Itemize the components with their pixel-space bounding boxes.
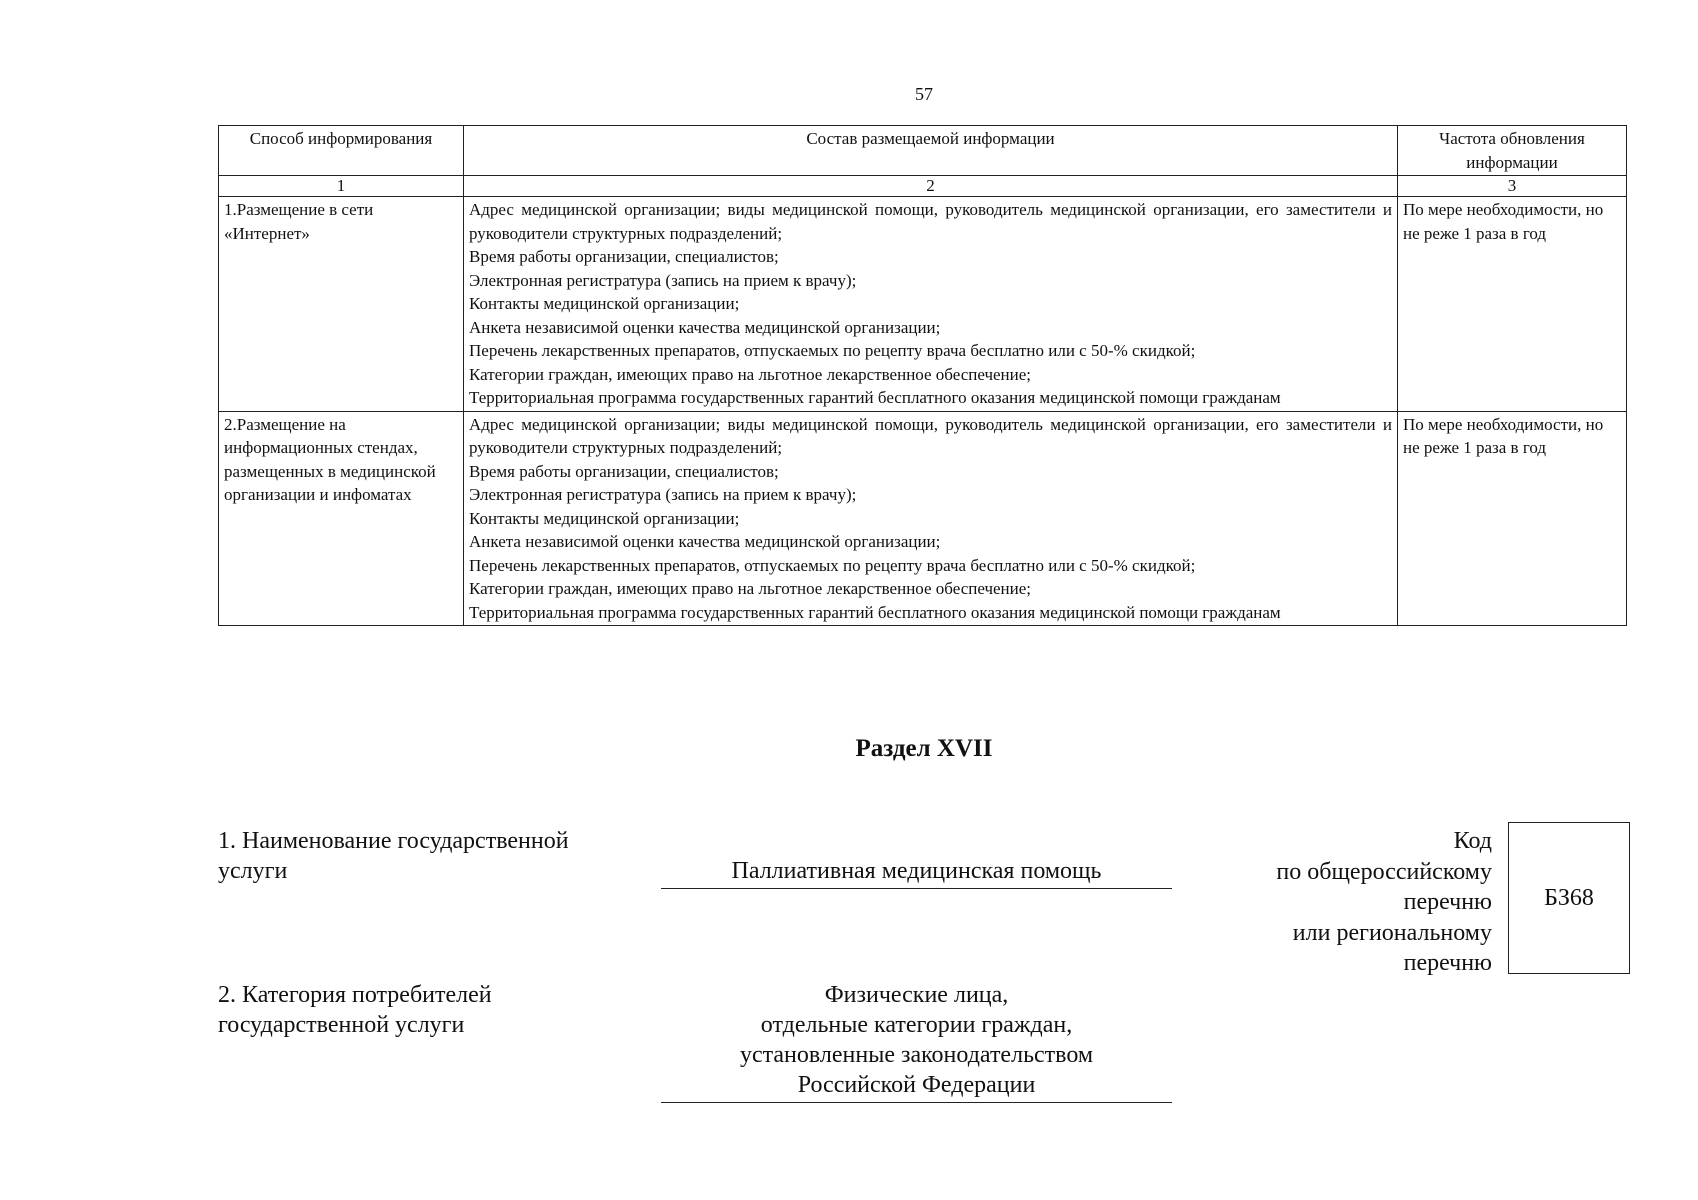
content-cell: [464, 197, 1398, 412]
frequency-cell: По мере необходимости, но не реже 1 раза в год: [1398, 197, 1627, 412]
content-line: Контакты медицинской организации;: [469, 508, 740, 528]
content-line: Время работы организации, специалистов;: [469, 247, 779, 266]
column-number-row: [219, 176, 1627, 197]
column-number: 3: [1398, 176, 1627, 197]
consumer-category-line: Российской Федерации: [797, 1072, 1036, 1098]
content-line: Электронная регистратура (запись на прием к врачу);: [469, 270, 857, 290]
code-label: [1190, 826, 1492, 979]
consumer-category-label: 2. Категория потребителей государственной услуги: [218, 982, 492, 1038]
header-content: Состав размещаемой информации: [464, 126, 1398, 176]
method-cell: 1.Размещение в сети «Интернет»: [219, 197, 464, 412]
page-number: 57: [915, 84, 933, 104]
content-line: Территориальная программа государственных гарантий бесплатного оказания медицинской помощи гражданам: [469, 602, 1281, 622]
section-title: Раздел XVII: [855, 735, 993, 762]
service-name-value: Паллиативная медицинская помощь: [661, 856, 1172, 889]
consumer-category-line: отдельные категории граждан,: [760, 1012, 1073, 1038]
information-table: [218, 125, 1627, 626]
content-line: Анкета независимой оценки качества медицинской организации;: [469, 532, 941, 551]
content-line: Адрес медицинской организации; виды медицинской помощи, руководитель медицинской организации, его заместители и руководители структурных подразделений;: [469, 200, 1392, 243]
content-line: Категории граждан, имеющих право на льготное лекарственное обеспечение;: [469, 579, 1032, 598]
code-value: БЗ68: [1544, 884, 1594, 911]
consumer-category-line: установленные законодательством: [739, 1042, 1094, 1068]
consumer-category-value: [661, 980, 1172, 1103]
header-method: Способ информирования: [219, 126, 464, 176]
column-number: 2: [464, 176, 1398, 197]
column-number: 1: [219, 176, 464, 197]
code-label-line: по общероссийскому: [1276, 858, 1492, 885]
table-header-row: [219, 126, 1627, 176]
service-name-label: 1. Наименование государственной услуги: [218, 828, 569, 884]
table-row: [219, 411, 1627, 626]
content-line: Перечень лекарственных препаратов, отпускаемых по рецепту врача бесплатно или с 50-% скидкой;: [469, 555, 1196, 575]
code-box: [1508, 822, 1630, 974]
frequency-cell: По мере необходимости, но не реже 1 раза в год: [1398, 411, 1627, 626]
content-line: Контакты медицинской организации;: [469, 294, 740, 313]
header-frequency: Частота обновления информации: [1398, 126, 1627, 176]
consumer-category-line: Физические лица,: [824, 982, 1009, 1008]
content-cell: [464, 411, 1398, 626]
code-label-line: или региональному: [1292, 919, 1492, 946]
content-line: Анкета независимой оценки качества медицинской организации;: [469, 317, 941, 337]
content-line: Категории граждан, имеющих право на льготное лекарственное обеспечение;: [469, 364, 1032, 384]
content-line: Перечень лекарственных препаратов, отпускаемых по рецепту врача бесплатно или с 50-% скидкой;: [469, 341, 1196, 360]
content-line: Электронная регистратура (запись на прием к врачу);: [469, 485, 857, 504]
code-label-line: перечню: [1403, 950, 1492, 976]
code-label-line: перечню: [1403, 889, 1492, 915]
content-line: Время работы организации, специалистов;: [469, 461, 779, 481]
code-label-line: Код: [1453, 828, 1492, 854]
table-row: [219, 197, 1627, 412]
content-line: Адрес медицинской организации; виды медицинской помощи, руководитель медицинской организации, его заместители и руководители структурных подразделений;: [469, 414, 1392, 457]
content-line: Территориальная программа государственных гарантий бесплатного оказания медицинской помощи гражданам: [469, 388, 1281, 407]
method-cell: 2.Размещение на информационных стендах, размещенных в медицинской организации и инфоматах: [219, 411, 464, 626]
